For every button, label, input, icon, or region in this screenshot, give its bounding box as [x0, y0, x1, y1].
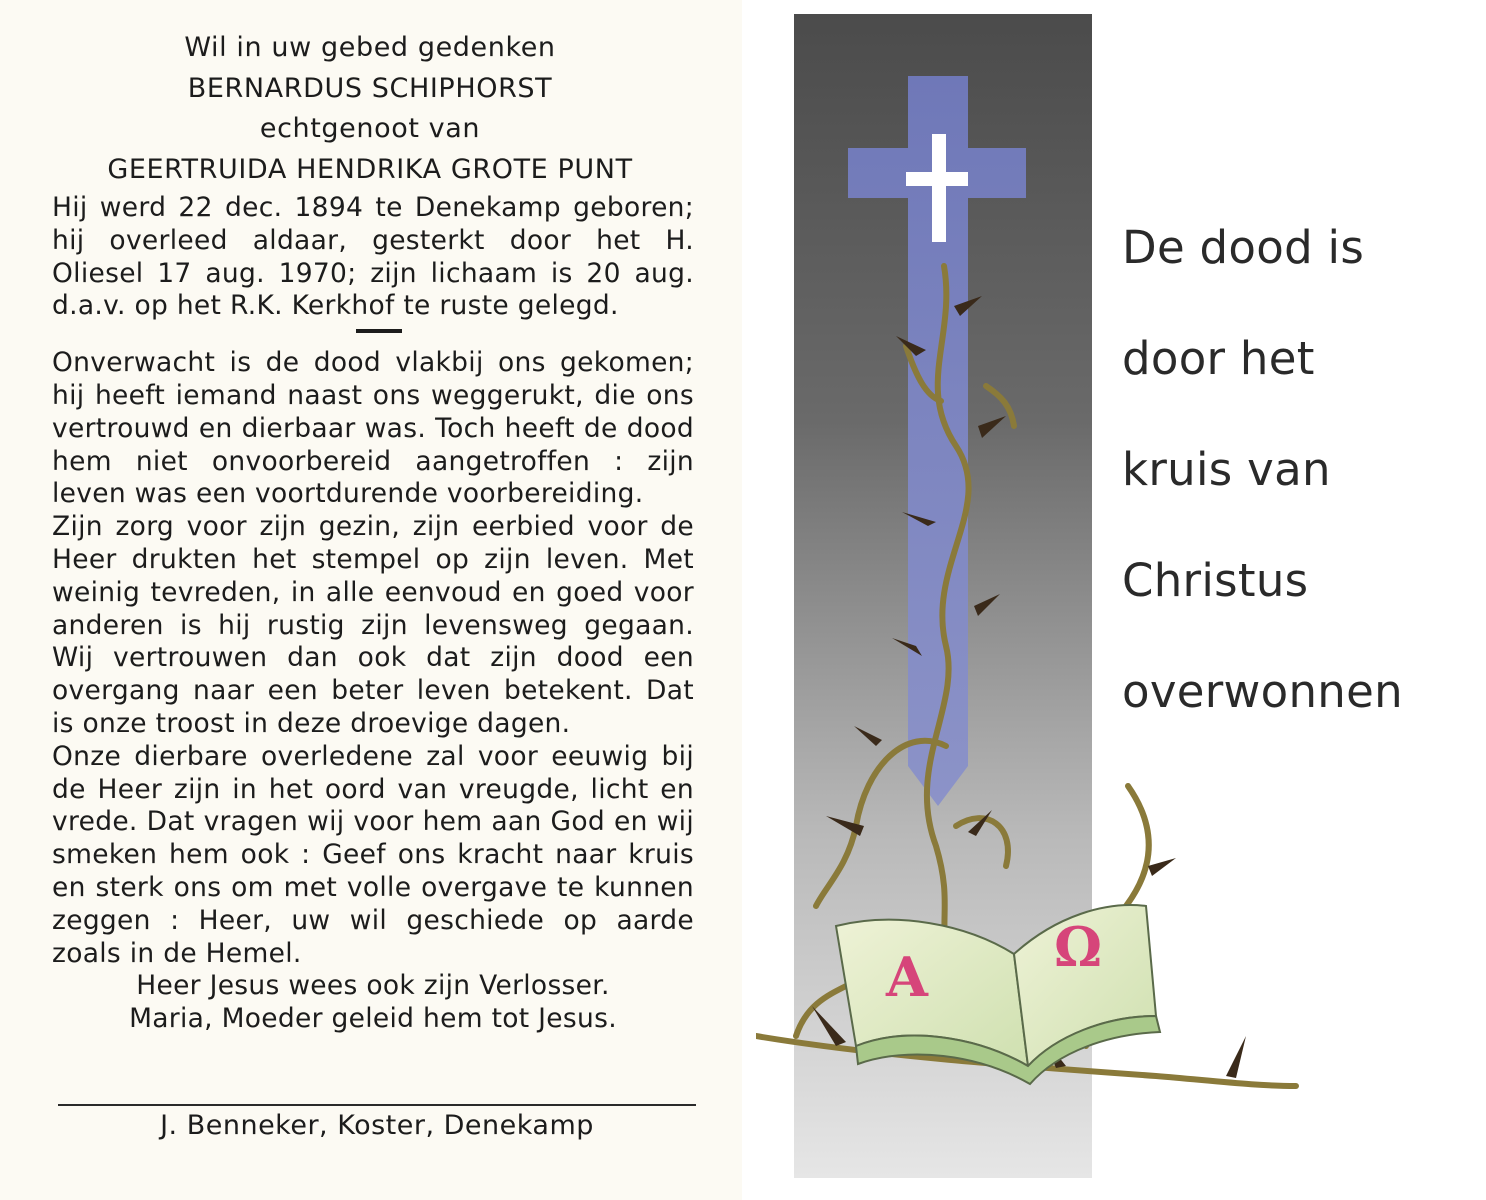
body-paragraph: Onze dierbare overledene zal voor eeuwig bij de Heer zijn in het oord van vreugde, licht en vrede. Dat vragen wij voor hem aan God en wij smeken hem ook : Geef ons kracht naar kruis en sterk ons om met volle overgave te kunnen zeggen : Heer, uw wil geschiede op aarde zoals in de Hemel. [52, 740, 694, 969]
body-paragraph: Onverwacht is de dood vlakbij ons gekomen; hij heeft iemand naast ons weggerukt, die ons vertrouwd en dierbaar was. Toch heeft de dood hem niet onvoorbereid aangetroffen : zijn leven was een voortdurende voorbereiding. [52, 347, 694, 510]
alpha-letter: A [886, 945, 928, 1009]
quote-line: kruis van [1122, 443, 1331, 496]
card-header [40, 28, 700, 190]
quote-line: overwonnen [1122, 665, 1403, 718]
body-paragraph: Zijn zorg voor zijn gezin, zijn eerbied voor de Heer drukten het stempel op zijn leven. Met weinig tevreden, in alle eenvoud en goed voor anderen is hij rustig zijn levensweg gegaan. Wij vertrouwen dan ook dat zijn dood een overgang naar een beter leven betekent. Dat is onze troost in deze droevige dagen. [52, 511, 694, 739]
prayer-line: Heer Jesus wees ook zijn Verlosser. [136, 970, 610, 1002]
deceased-name: BERNARDUS SCHIPHORST [187, 72, 553, 104]
quote-line: De dood is [1122, 221, 1365, 274]
prayer-line: Maria, Moeder geleid hem tot Jesus. [129, 1003, 617, 1035]
omega-letter: Ω [1054, 915, 1103, 979]
spouse-name: GEERTRUIDA HENDRIKA GROTE PUNT [107, 153, 633, 185]
printer-credit: J. Benneker, Koster, Denekamp [160, 1110, 594, 1141]
biography-paragraph: Hij werd 22 dec. 1894 te Denekamp geboren; hij overleed aldaar, gesterkt door het H. Oliesel 17 aug. 1970; zijn lichaam is 20 aug. d.a.v. op het R.K. Kerkhof te ruste gelegd. [52, 192, 694, 322]
short-divider [356, 329, 402, 333]
header-intro: Wil in uw gebed gedenken [184, 32, 556, 63]
spouse-relation: echtgenoot van [259, 113, 481, 144]
quote-line: door het [1122, 332, 1315, 385]
card-body [52, 192, 694, 1036]
illustration-panel [756, 6, 1486, 1178]
quote-text [1122, 192, 1403, 747]
quote-line: Christus [1122, 554, 1309, 607]
text-panel [0, 0, 742, 1200]
